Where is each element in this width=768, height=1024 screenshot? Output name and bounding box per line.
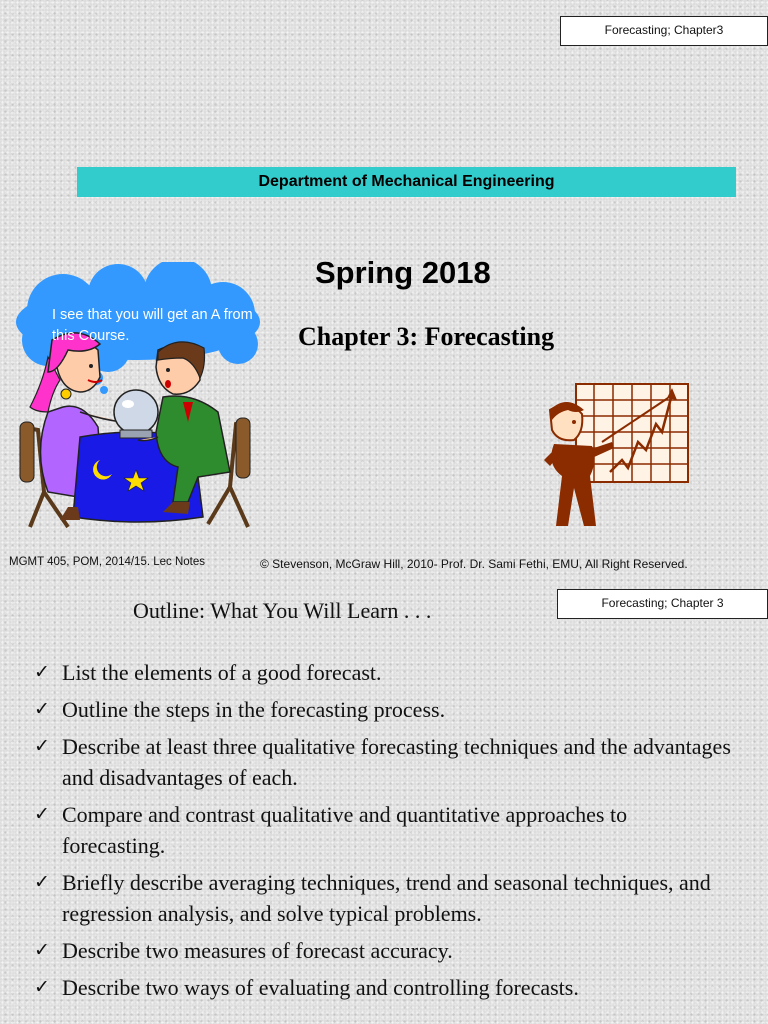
fortune-teller-illustration bbox=[8, 262, 268, 537]
chapter-title: Chapter 3: Forecasting bbox=[298, 322, 555, 351]
semester-title: Spring 2018 bbox=[315, 255, 491, 290]
list-item bbox=[34, 867, 734, 929]
list-item bbox=[34, 799, 734, 861]
list-item bbox=[34, 972, 734, 1003]
footer-copyright: © Stevenson, McGraw Hill, 2010- Prof. Dr. Sami Fethi, EMU, All Right Reserved. bbox=[260, 557, 688, 571]
list-item bbox=[34, 731, 734, 793]
chapter-tag-top: Forecasting; Chapter3 bbox=[560, 16, 768, 46]
objective-text: Outline the steps in the forecasting process. bbox=[62, 697, 446, 722]
checkmark-icon: ✓ bbox=[34, 698, 50, 720]
list-item bbox=[34, 657, 734, 688]
objective-text: Describe two ways of evaluating and controlling forecasts. bbox=[62, 975, 579, 1000]
checkmark-icon: ✓ bbox=[34, 939, 50, 961]
objective-text: Compare and contrast qualitative and quantitative approaches to forecasting. bbox=[62, 802, 628, 858]
list-item bbox=[34, 694, 734, 725]
department-banner: Department of Mechanical Engineering bbox=[77, 167, 736, 197]
objective-text: List the elements of a good forecast. bbox=[62, 660, 382, 685]
chapter-tag-outline: Forecasting; Chapter 3 bbox=[557, 589, 768, 619]
objective-text: Describe two measures of forecast accuracy. bbox=[62, 938, 453, 963]
presenter-chart-illustration bbox=[540, 380, 692, 530]
objective-text: Briefly describe averaging techniques, trend and seasonal techniques, and regression analysis, and solve typical problems. bbox=[62, 870, 711, 926]
learning-objectives-list bbox=[34, 657, 734, 1009]
checkmark-icon: ✓ bbox=[34, 661, 50, 683]
list-item bbox=[34, 935, 734, 966]
checkmark-icon: ✓ bbox=[34, 976, 50, 998]
checkmark-icon: ✓ bbox=[34, 803, 50, 825]
objective-text: Describe at least three qualitative forecasting techniques and the advantages and disadvantages of each. bbox=[62, 734, 731, 790]
checkmark-icon: ✓ bbox=[34, 735, 50, 757]
outline-title: Outline: What You Will Learn . . . bbox=[133, 598, 432, 623]
checkmark-icon: ✓ bbox=[34, 871, 50, 893]
footer-course-note: MGMT 405, POM, 2014/15. Lec Notes bbox=[9, 556, 206, 568]
thought-cloud-text: I see that you will get an A from this Course. bbox=[52, 307, 253, 344]
